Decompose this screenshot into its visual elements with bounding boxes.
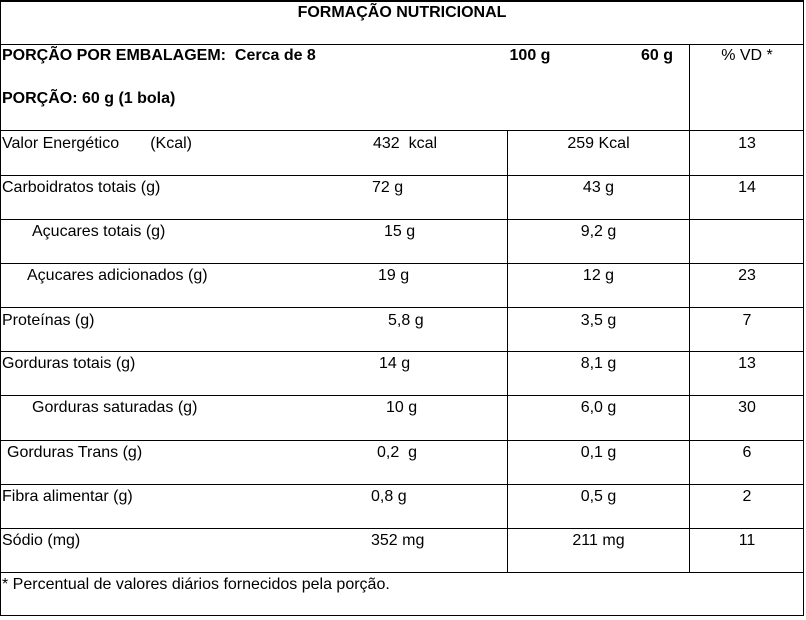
value-100g: 5,8 g — [388, 312, 424, 329]
value-60g: 12 g — [582, 267, 615, 284]
header-60g: 60 g — [641, 47, 674, 64]
nutrient-name: Açucares totais (g) — [32, 223, 166, 240]
value-vd: 30 — [738, 399, 756, 416]
divider — [0, 351, 804, 352]
value-60g: 9,2 g — [580, 223, 617, 240]
value-100g: 15 g — [384, 223, 416, 240]
servings-per-package: PORÇÃO POR EMBALAGEM: Cerca de 8 — [2, 47, 316, 64]
value-60g: 0,5 g — [580, 488, 617, 505]
value-vd: 2 — [742, 488, 752, 505]
header-100g: 100 g — [509, 47, 551, 64]
divider — [0, 263, 804, 264]
value-60g: 8,1 g — [580, 355, 617, 372]
value-60g: 211 mg — [572, 532, 625, 549]
divider — [0, 528, 804, 529]
value-vd: 13 — [738, 355, 756, 372]
value-60g: 6,0 g — [580, 399, 617, 416]
value-60g: 43 g — [582, 179, 615, 196]
divider — [0, 175, 804, 176]
value-100g: 432 kcal — [373, 135, 438, 152]
value-vd: 14 — [738, 179, 756, 196]
divider — [0, 440, 804, 441]
divider — [0, 44, 804, 45]
value-100g: 10 g — [386, 399, 418, 416]
divider — [0, 307, 804, 308]
nutrient-name: Gorduras totais (g) — [2, 355, 136, 372]
value-vd: 23 — [738, 267, 756, 284]
nutrient-name: Fibra alimentar (g) — [2, 488, 133, 505]
value-100g: 14 g — [379, 355, 411, 372]
nutrient-name: Gorduras saturadas (g) — [32, 399, 198, 416]
value-vd: 13 — [738, 135, 756, 152]
nutrient-name: Carboidratos totais (g) — [2, 179, 161, 196]
nutrient-name: Gorduras Trans (g) — [7, 444, 143, 461]
footnote: * Percentual de valores diários fornecidos pela porção. — [2, 576, 390, 593]
nutrient-name: Valor Energético (Kcal) — [2, 135, 192, 152]
portion-size: PORÇÃO: 60 g (1 bola) — [2, 90, 176, 107]
value-60g: 3,5 g — [580, 312, 617, 329]
value-100g: 19 g — [378, 267, 410, 284]
divider — [0, 130, 804, 131]
divider — [0, 572, 804, 573]
divider — [0, 395, 804, 396]
divider — [0, 484, 804, 485]
nutrient-name: Sódio (mg) — [2, 532, 81, 549]
divider — [0, 219, 804, 220]
table-title: FORMAÇÃO NUTRICIONAL — [297, 4, 507, 21]
nutrient-name: Açucares adicionados (g) — [27, 267, 208, 284]
value-100g: 352 mg — [371, 532, 425, 549]
value-vd: 7 — [742, 312, 752, 329]
value-100g: 0,8 g — [371, 488, 407, 505]
value-60g: 0,1 g — [580, 444, 617, 461]
value-60g: 259 Kcal — [567, 135, 630, 152]
header-vd: % VD * — [721, 47, 773, 64]
nutrient-name: Proteínas (g) — [2, 312, 95, 329]
value-100g: 72 g — [372, 179, 404, 196]
value-vd: 11 — [738, 532, 756, 549]
value-100g: 0,2 g — [377, 444, 418, 461]
value-vd: 6 — [742, 444, 752, 461]
